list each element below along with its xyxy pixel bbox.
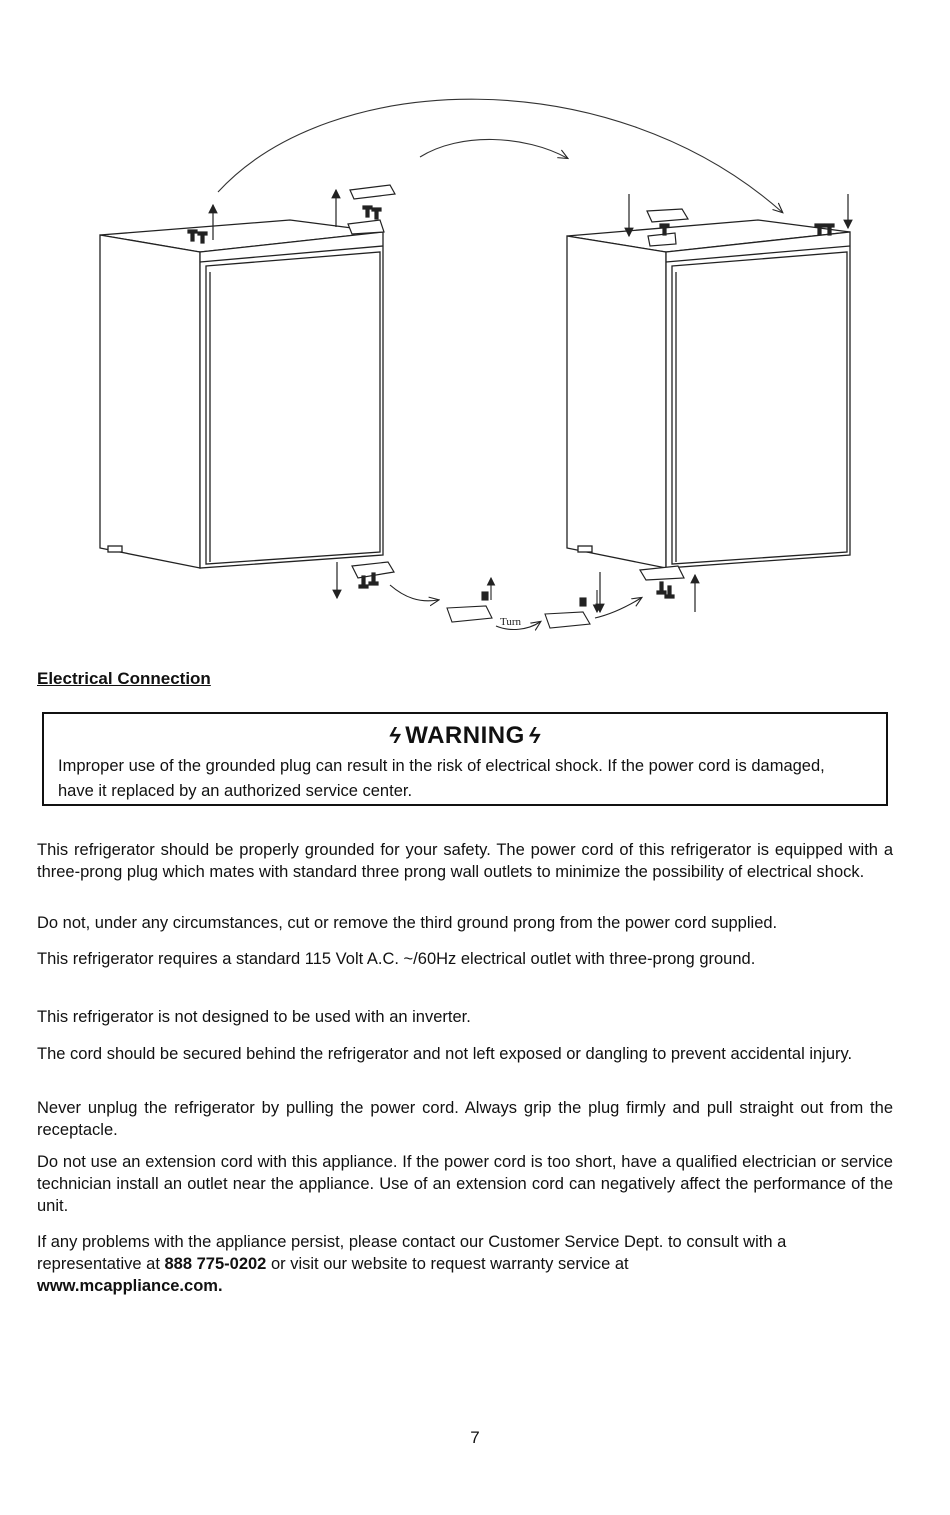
phone-number: 888 775-0202 (164, 1255, 267, 1273)
warning-box (42, 712, 888, 806)
grounding-paragraph: This refrigerator should be properly grounded for your safety. The power cord of this refrigerator is equipped with a three-prong plug which mates with standard three prong wall outlets to minimize the possibility of electrical shock. (37, 841, 893, 881)
unplug-paragraph: Never unplug the refrigerator by pulling the power cord. Always grip the plug firmly and pull straight out from the receptacle. (37, 1099, 893, 1139)
warning-title (44, 722, 886, 750)
move-arc-small (420, 139, 567, 158)
contact-text: If any problems with the appliance persist, please contact our Customer Service Dept. to consult with a representative at (37, 1233, 787, 1273)
cord-secure-paragraph: The cord should be secured behind the refrigerator and not left exposed or dangling to prevent accidental injury. (37, 1045, 853, 1063)
warning-text: Improper use of the grounded plug can result in the risk of electrical shock. If the power cord is damaged, have it replaced by an authorized service center. (58, 757, 825, 800)
website-link[interactable]: www.mcappliance.com. (37, 1277, 223, 1295)
refrigerator-left (100, 220, 383, 568)
inverter-paragraph: This refrigerator is not designed to be used with an inverter. (37, 1008, 471, 1026)
ground-prong-paragraph: Do not, under any circumstances, cut or remove the third ground prong from the power cord supplied. (37, 914, 778, 932)
left-bottom-hardware (337, 562, 394, 598)
outlet-requirement-paragraph: This refrigerator requires a standard 115 Volt A.C. ~/60Hz electrical outlet with three-prong ground. (37, 950, 756, 968)
lightning-bolt-icon: ϟ (528, 723, 541, 748)
lightning-bolt-icon: ϟ (389, 723, 402, 748)
contact-text-2: or visit our website to request warranty service at (266, 1255, 629, 1273)
door-reversal-diagram (0, 0, 950, 660)
electrical-connection-heading: Electrical Connection (37, 669, 211, 688)
warning-title-text: WARNING (405, 722, 525, 749)
move-arc-large (218, 99, 782, 212)
turn-label: Turn (500, 616, 521, 628)
extension-cord-paragraph: Do not use an extension cord with this appliance. If the power cord is too short, have a qualified electrician or service technician install an outlet near the appliance. Use of an extension cord can negatively affect the performance of the unit. (37, 1153, 893, 1215)
page-number: 7 (470, 1428, 480, 1447)
contact-paragraph (37, 1231, 893, 1297)
right-bottom-hardware (600, 566, 695, 612)
refrigerator-right (567, 220, 850, 568)
